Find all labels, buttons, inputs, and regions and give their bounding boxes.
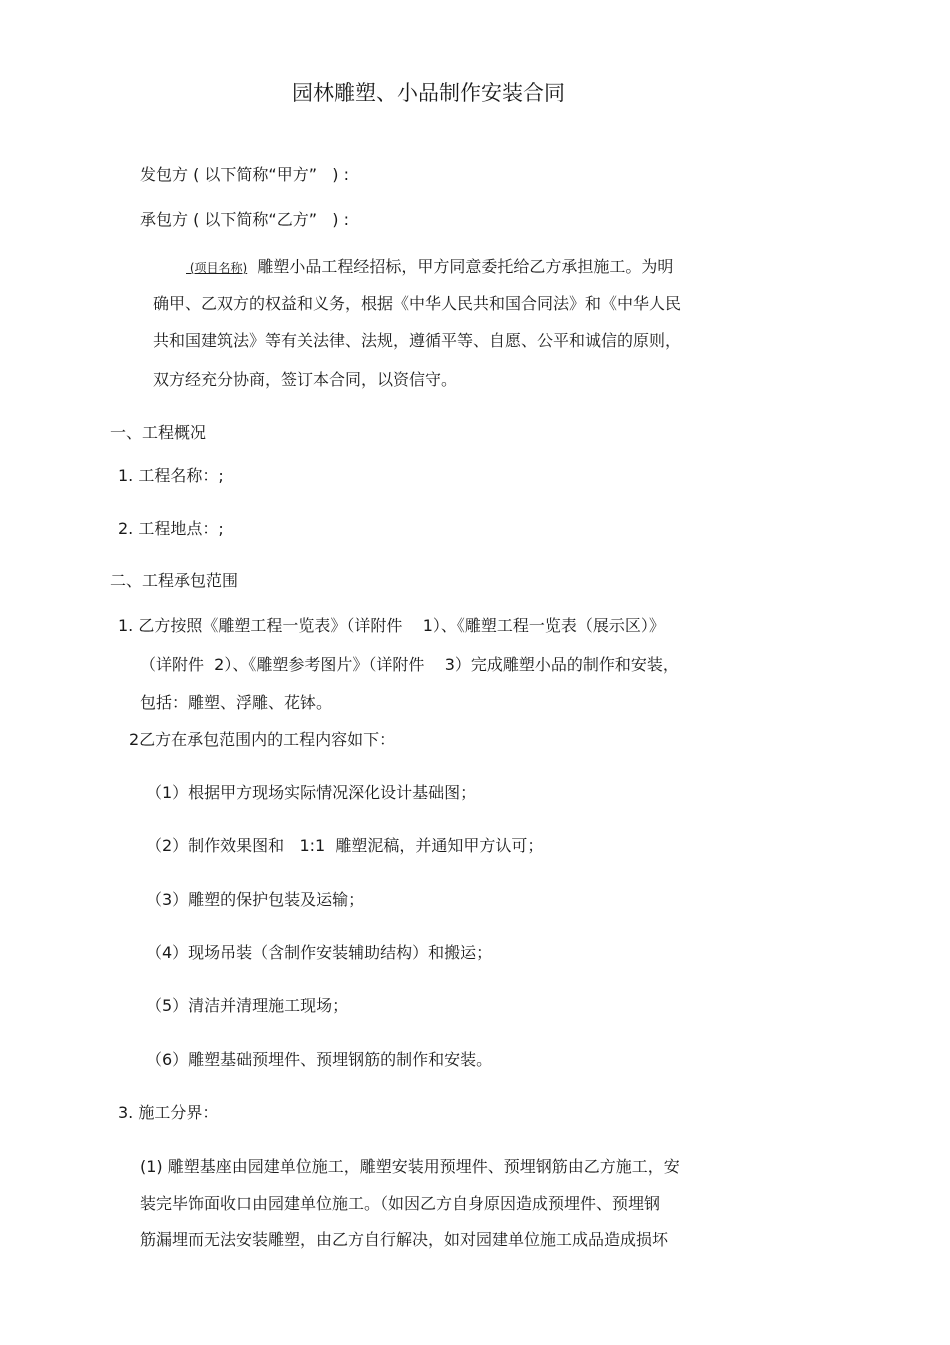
sub-item: （3）雕塑的保护包装及运输；: [146, 890, 365, 909]
boundary-para-line-3: 筋漏埋而无法安装雕塑，由乙方自行解决，如对园建单位施工成品造成损坏: [140, 1230, 669, 1249]
intro-line-4: 双方经充分协商，签订本合同，以资信守。: [153, 370, 458, 389]
boundary-para-line-2: 装完毕饰面收口由园建单位施工。（如因乙方自身原因造成预埋件、预埋钢: [140, 1194, 661, 1213]
scope-item-2-intro: 2乙方在承包范围内的工程内容如下：: [129, 730, 396, 749]
intro-line-2: 确甲、乙双方的权益和义务，根据《中华人民共和国合同法》和《中华人民: [153, 294, 682, 313]
scope-item-1-line-1: 1. 乙方按照《雕塑工程一览表》（详附件 1）、《雕塑工程一览表（展示区）》: [118, 616, 665, 635]
party-b-line: 承包方 ( 以下简称“乙方” ) :: [140, 210, 349, 229]
scope-item-1-line-3: 包括：雕塑、浮雕、花钵。: [140, 693, 333, 712]
sub-item: （5）清洁并清理施工现场；: [146, 996, 349, 1015]
intro-line-1-text: 雕塑小品工程经招标，甲方同意委托给乙方承担施工。为明: [247, 257, 674, 276]
section-2-heading: 二、工程承包范围: [110, 571, 239, 590]
scope-item-1-line-2: （详附件 2）、《雕塑参考图片》（详附件 3）完成雕塑小品的制作和安装，: [140, 655, 679, 674]
project-name-item: 1. 工程名称：;: [118, 466, 224, 485]
project-name-placeholder: (项目名称): [186, 261, 248, 275]
sub-item: （4）现场吊装（含制作安装辅助结构）和搬运；: [146, 943, 493, 962]
sub-item: （2）制作效果图和 1:1 雕塑泥稿，并通知甲方认可；: [146, 836, 544, 855]
section-1-heading: 一、工程概况: [110, 423, 207, 442]
project-location-item: 2. 工程地点：;: [118, 519, 224, 538]
document-title: 园林雕塑、小品制作安装合同: [292, 81, 565, 105]
construction-boundary-heading: 3. 施工分界：: [118, 1103, 219, 1122]
boundary-para-line-1: (1) 雕塑基座由园建单位施工，雕塑安装用预埋件、预埋钢筋由乙方施工，安: [140, 1157, 680, 1176]
party-a-line: 发包方 ( 以下简称“甲方” ) :: [140, 165, 349, 184]
sub-item: （1）根据甲方现场实际情况深化设计基础图；: [146, 783, 477, 802]
intro-line-1: [186, 256, 673, 279]
intro-line-3: 共和国建筑法》等有关法律、法规，遵循平等、自愿、公平和诚信的原则，: [153, 331, 682, 350]
sub-item: （6）雕塑基础预埋件、预埋钢筋的制作和安装。: [146, 1050, 493, 1069]
